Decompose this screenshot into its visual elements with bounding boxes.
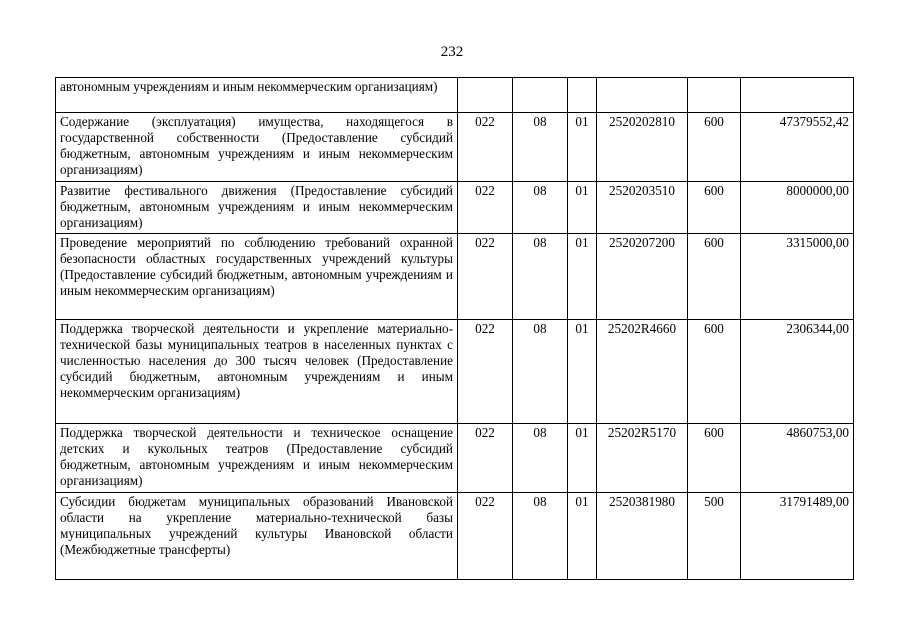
amount: 47379552,42 <box>741 113 854 182</box>
amount: 31791489,00 <box>741 493 854 580</box>
budget-table <box>55 77 854 580</box>
ministry-code <box>458 78 513 113</box>
target-article-code: 2520203510 <box>597 182 688 234</box>
expense-type-code: 600 <box>688 234 741 320</box>
amount: 2306344,00 <box>741 320 854 424</box>
table-row <box>56 234 854 320</box>
row-description: Проведение мероприятий по соблюдению требований охранной безопасности областных государственных учреждений культуры (Предоставление субсидий бюджетным, автономным учреждениям и иным некоммерческим организациям) <box>56 234 458 320</box>
row-description: Поддержка творческой деятельности и укрепление материально-технической базы муниципальных театров в населенных пунктах с численностью населения до 300 тысяч человек (Предоставление субсидий бюджетным, автономным учреждениям и иным некоммерческим организациям) <box>56 320 458 424</box>
section-code <box>513 78 568 113</box>
table-row <box>56 493 854 580</box>
ministry-code: 022 <box>458 424 513 493</box>
expense-type-code: 600 <box>688 424 741 493</box>
ministry-code: 022 <box>458 320 513 424</box>
subsection-code: 01 <box>568 493 597 580</box>
table-row <box>56 424 854 493</box>
expense-type-code: 600 <box>688 113 741 182</box>
row-description: Содержание (эксплуатация) имущества, находящегося в государственной собственности (Предоставление субсидий бюджетным, автономным учреждениям и иным некоммерческим организациям) <box>56 113 458 182</box>
expense-type-code: 500 <box>688 493 741 580</box>
subsection-code: 01 <box>568 234 597 320</box>
page-number: 232 <box>440 44 464 60</box>
subsection-code: 01 <box>568 182 597 234</box>
table-row <box>56 113 854 182</box>
target-article-code: 2520381980 <box>597 493 688 580</box>
subsection-code: 01 <box>568 320 597 424</box>
subsection-code <box>568 78 597 113</box>
target-article-code: 25202R5170 <box>597 424 688 493</box>
amount: 3315000,00 <box>741 234 854 320</box>
row-description: Развитие фестивального движения (Предоставление субсидий бюджетным, автономным учреждениям и иным некоммерческим организациям) <box>56 182 458 234</box>
row-description: Субсидии бюджетам муниципальных образований Ивановской области на укрепление материально-технической базы муниципальных учреждений культуры Ивановской области (Межбюджетные трансферты) <box>56 493 458 580</box>
amount: 4860753,00 <box>741 424 854 493</box>
section-code: 08 <box>513 320 568 424</box>
target-article-code <box>597 78 688 113</box>
table-row <box>56 78 854 113</box>
target-article-code: 2520202810 <box>597 113 688 182</box>
target-article-code: 25202R4660 <box>597 320 688 424</box>
ministry-code: 022 <box>458 113 513 182</box>
section-code: 08 <box>513 424 568 493</box>
section-code: 08 <box>513 493 568 580</box>
section-code: 08 <box>513 113 568 182</box>
row-description: автономным учреждениям и иным некоммерческим организациям) <box>56 78 458 113</box>
ministry-code: 022 <box>458 182 513 234</box>
amount: 8000000,00 <box>741 182 854 234</box>
ministry-code: 022 <box>458 234 513 320</box>
expense-type-code: 600 <box>688 182 741 234</box>
ministry-code: 022 <box>458 493 513 580</box>
row-description: Поддержка творческой деятельности и техническое оснащение детских и кукольных театров (Предоставление субсидий бюджетным, автономным учреждениям и иным некоммерческим организациям) <box>56 424 458 493</box>
section-code: 08 <box>513 182 568 234</box>
table-row <box>56 182 854 234</box>
target-article-code: 2520207200 <box>597 234 688 320</box>
expense-type-code <box>688 78 741 113</box>
expense-type-code: 600 <box>688 320 741 424</box>
table-row <box>56 320 854 424</box>
section-code: 08 <box>513 234 568 320</box>
amount <box>741 78 854 113</box>
subsection-code: 01 <box>568 113 597 182</box>
subsection-code: 01 <box>568 424 597 493</box>
